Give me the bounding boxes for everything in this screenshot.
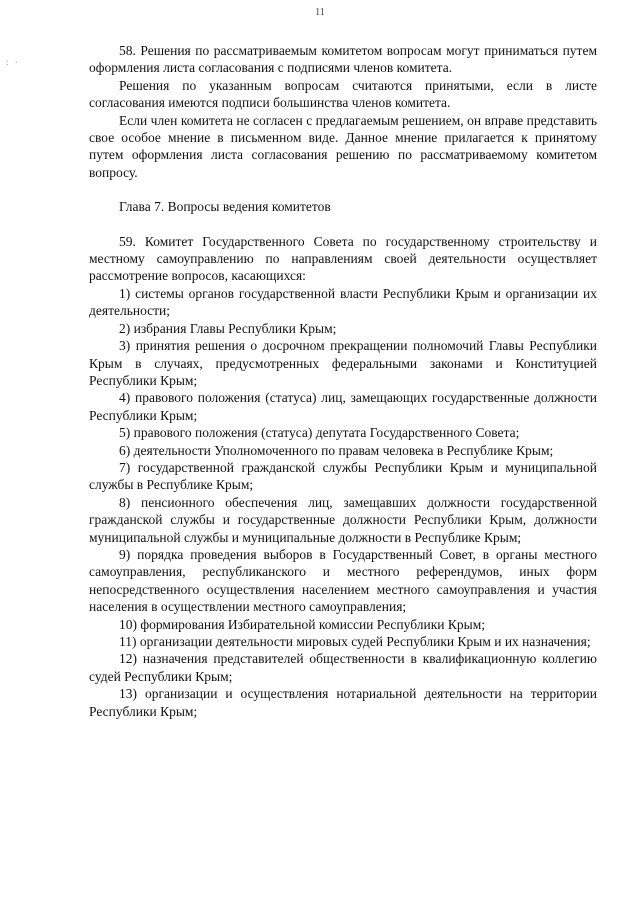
- document-body: [89, 42, 597, 720]
- article-58-paragraph-3: Если член комитета не согласен с предлагаемым решением, он вправе представить свое особое мнение в письменном виде. Данное мнение прилагается к принятому путем оформления листа согласования решению по рассматриваемому комитетом вопросу.: [89, 112, 597, 180]
- list-item: 7) государственной гражданской службы Республики Крым и муниципальной службы в Республике Крым;: [89, 459, 597, 493]
- list-item: 1) системы органов государственной власти Республики Крым и организации их деятельности;: [89, 285, 597, 319]
- list-item: 5) правового положения (статуса) депутата Государственного Совета;: [119, 425, 520, 441]
- list-item: 9) порядка проведения выборов в Государственный Совет, в органы местного самоуправления, республиканского и местного референдумов, иных форм непосредственного осуществления населением местного самоуправления и участия населения в осуществлении местного самоуправления;: [89, 546, 597, 615]
- list-item: 4) правового положения (статуса) лиц, замещающих государственные должности Республики Крым;: [89, 390, 597, 423]
- list-item: 6) деятельности Уполномоченного по правам человека в Республике Крым;: [119, 442, 554, 458]
- article-58-paragraph-2: Решения по указанным вопросам считаются принятыми, если в листе согласования имеются подписи большинства членов комитета.: [89, 77, 597, 111]
- article-59-intro: 59. Комитет Государственного Совета по государственному строительству и местному самоуправлению по направлениям своей деятельности осуществляет рассмотрение вопросов, касающихся:: [89, 233, 597, 284]
- list-item: 11) организации деятельности мировых судей Республики Крым и их назначения;: [119, 634, 591, 649]
- list-item: 10) формирования Избирательной комиссии Республики Крым;: [119, 616, 485, 632]
- article-58-paragraph-1: 58. Решения по рассматриваемым комитетом вопросам могут приниматься путем оформления листа согласования с подписями членов комитета.: [89, 43, 597, 76]
- page-number: 11: [315, 7, 325, 18]
- list-item: 13) организации и осуществления нотариальной деятельности на территории Республики Крым;: [89, 686, 597, 719]
- list-item: 8) пенсионного обеспечения лиц, замещавших должности государственной гражданской службы и государственные должности Республики Крым, должности муниципальной службы и муниципальные должности в Республике Крым;: [89, 494, 597, 545]
- margin-mark: : ·: [6, 57, 20, 67]
- chapter-heading: Глава 7. Вопросы ведения комитетов: [119, 199, 331, 215]
- list-item: 12) назначения представителей общественности в квалификационную коллегию судей Республики Крым;: [89, 651, 597, 684]
- list-item: 3) принятия решения о досрочном прекращении полномочий Главы Республики Крым в случаях, предусмотренных федеральными законами и Конституцией Республики Крым;: [89, 338, 597, 388]
- list-item: 2) избрания Главы Республики Крым;: [119, 320, 337, 336]
